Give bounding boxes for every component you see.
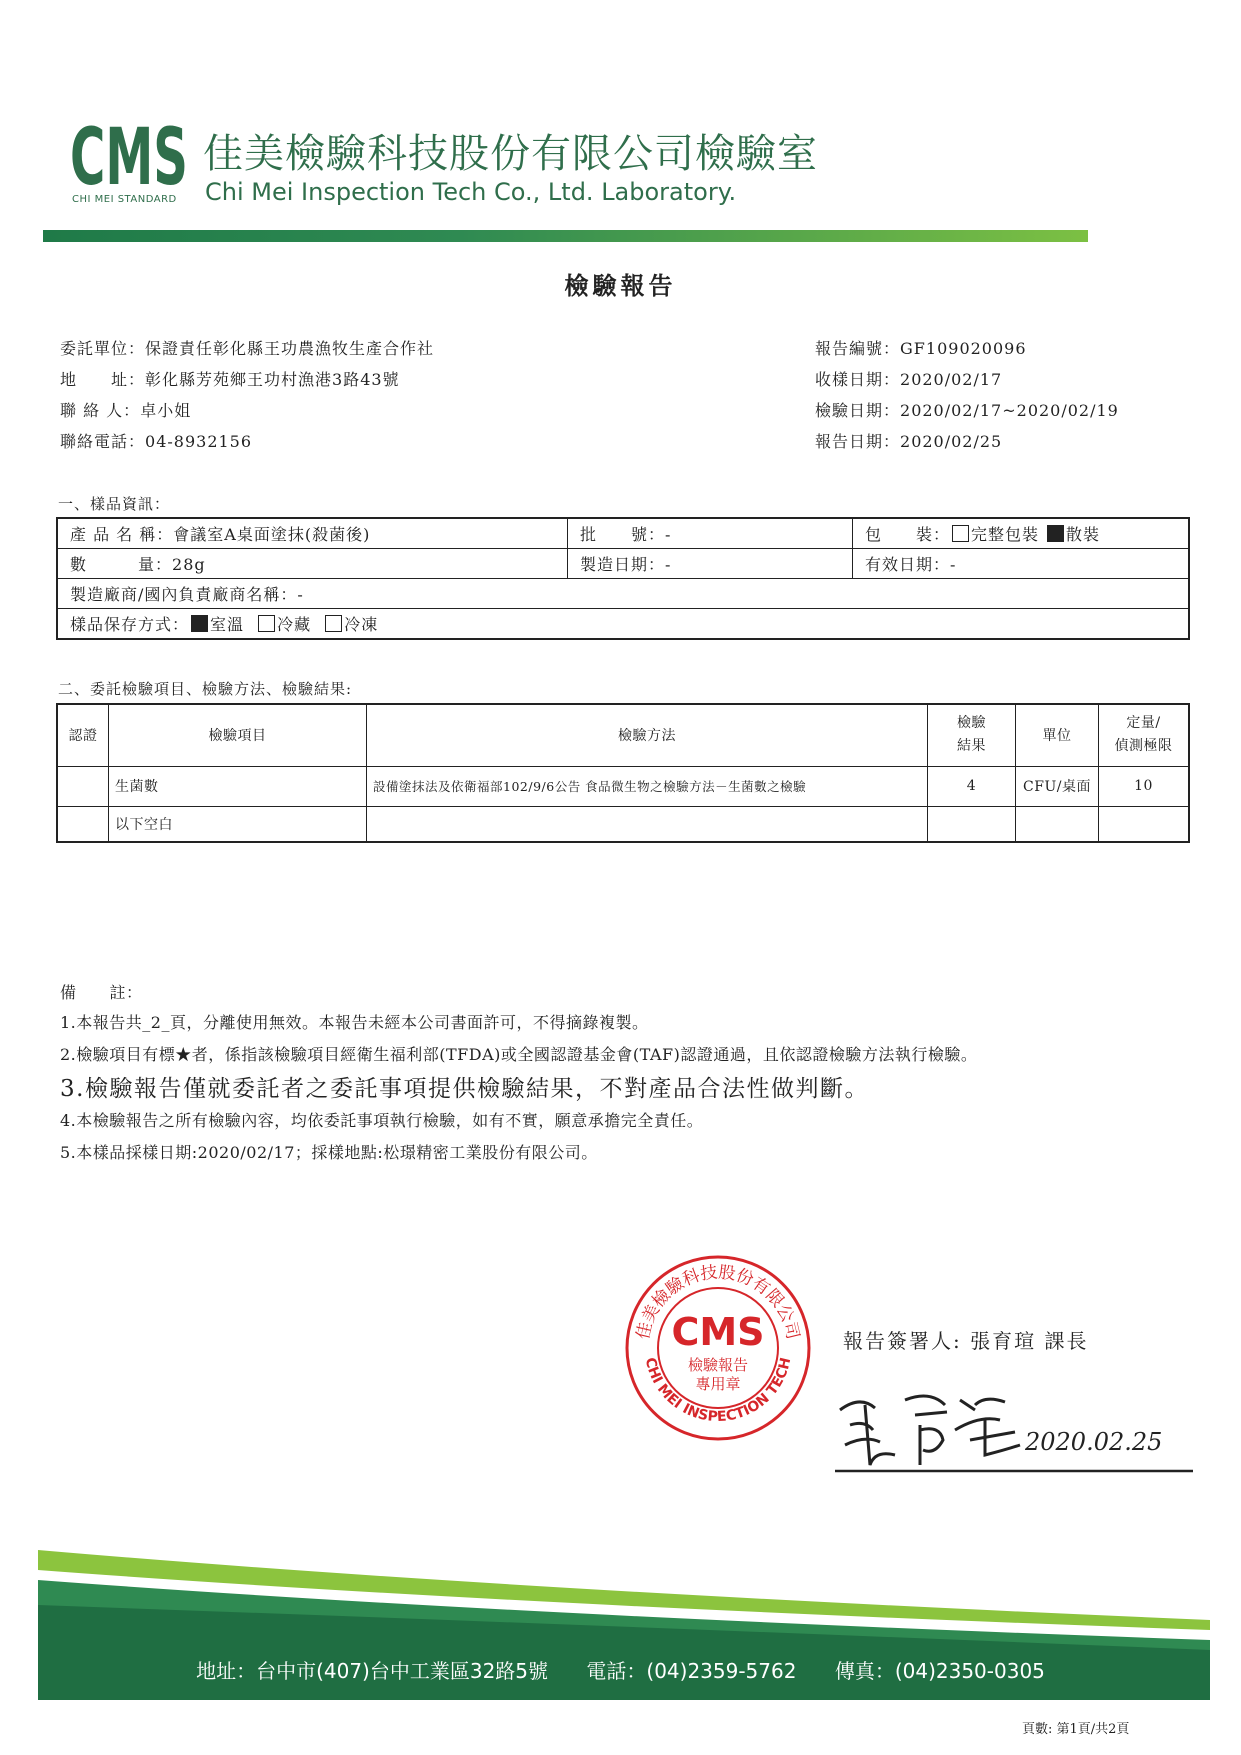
- package-cell: 包 裝： 完整包裝 散裝: [853, 518, 1190, 549]
- row2-result: [928, 806, 1016, 842]
- client-phone: 聯絡電話：04-8932156: [60, 432, 253, 451]
- storage-fridge-checkbox: [258, 615, 275, 632]
- page-title: 檢驗報告: [564, 271, 677, 300]
- row1-method: 設備塗抹法及依衛福部102/9/6公告 食品微生物之檢驗方法－生菌數之檢驗: [367, 766, 928, 806]
- report-date: 報告日期：2020/02/25: [815, 432, 1003, 451]
- logo-text: CMS: [70, 118, 188, 190]
- results-table: [56, 703, 1190, 843]
- row2-method: [367, 806, 928, 842]
- logo-subtitle: CHI MEI STANDARD: [72, 194, 177, 205]
- table-row: [57, 806, 1189, 842]
- row1-item: 生菌數: [109, 766, 367, 806]
- row1-result: 4: [928, 766, 1016, 806]
- product-name-cell: 產 品 名 稱：會議室A桌面塗抹(殺菌後): [57, 518, 568, 549]
- receive-date: 收樣日期：2020/02/17: [815, 370, 1003, 389]
- note-3: 3.檢驗報告僅就委託者之委託事項提供檢驗結果，不對產品合法性做判斷。: [60, 1076, 869, 1102]
- footer-address: 地址：台中市(407)台中工業區32路5號: [196, 1659, 549, 1683]
- note-2: 2.檢驗項目有標★者，係指該檢驗項目經衛生福利部(TFDA)或全國認證基金會(TAF)認證通過，且依認證檢驗方法執行檢驗。: [60, 1045, 978, 1064]
- svg-text:2020.02.25: 2020.02.25: [1025, 1428, 1163, 1456]
- package-bulk-checkbox: [1047, 525, 1064, 542]
- header-item: 檢驗項目: [109, 704, 367, 766]
- package-complete-checkbox: [952, 525, 969, 542]
- handwritten-signature: [835, 1370, 1195, 1480]
- exp-date-cell: 有效日期：-: [853, 549, 1190, 579]
- client-unit: 委託單位：保證責任彰化縣王功農漁牧生產合作社: [60, 339, 435, 358]
- company-name-zh: 佳美檢驗科技股份有限公司檢驗室: [203, 131, 818, 177]
- header-divider: [43, 230, 1088, 242]
- footer-phone: 電話：(04)2359-5762: [586, 1659, 797, 1683]
- header-method: 檢驗方法: [367, 704, 928, 766]
- quantity-cell: 數 量：28g: [57, 549, 568, 579]
- company-seal: [623, 1253, 813, 1443]
- note-4: 4.本檢驗報告之所有檢驗內容，均依委託事項執行檢驗，如有不實，願意承擔完全責任。: [60, 1111, 704, 1130]
- svg-text:佳美檢驗科技股份有限公司: 佳美檢驗科技股份有限公司: [633, 1262, 803, 1342]
- maker-cell: 製造廠商/國內負責廠商名稱：-: [57, 579, 1189, 609]
- company-name-en: Chi Mei Inspection Tech Co., Ltd. Laboratory.: [205, 178, 737, 206]
- company-logo: [70, 118, 188, 190]
- svg-text:CMS: CMS: [671, 1310, 765, 1354]
- row2-unit: [1016, 806, 1099, 842]
- report-number: 報告編號：GF109020096: [815, 339, 1027, 358]
- svg-text:檢驗報告: 檢驗報告: [687, 1356, 749, 1374]
- header-cert: 認證: [57, 704, 109, 766]
- storage-room-checkbox: [191, 615, 208, 632]
- row1-cert: [57, 766, 109, 806]
- row2-cert: [57, 806, 109, 842]
- sample-info-table: [56, 517, 1190, 640]
- test-date: 檢驗日期：2020/02/17~2020/02/19: [815, 401, 1119, 420]
- notes-heading: 備 註：: [60, 983, 143, 1002]
- row1-limit: 10: [1099, 766, 1190, 806]
- page-number: 頁數: 第1頁/共2頁: [1022, 1722, 1130, 1737]
- row2-item: 以下空白: [109, 806, 367, 842]
- header-unit: 單位: [1016, 704, 1099, 766]
- footer-fax: 傳真：(04)2350-0305: [834, 1659, 1045, 1683]
- note-1: 1.本報告共_2_頁，分離使用無效。本報告未經本公司書面許可，不得摘錄複製。: [60, 1013, 649, 1032]
- storage-cell: 樣品保存方式： 室溫 冷藏 冷凍: [57, 609, 1189, 640]
- row1-unit: CFU/桌面: [1016, 766, 1099, 806]
- row2-limit: [1099, 806, 1190, 842]
- batch-cell: 批 號：-: [568, 518, 853, 549]
- client-address: 地 址：彰化縣芳苑鄉王功村漁港3路43號: [60, 370, 400, 389]
- results-section-heading: 二、委託檢驗項目、檢驗方法、檢驗結果:: [58, 680, 353, 698]
- note-5: 5.本樣品採樣日期:2020/02/17；採樣地點:松璟精密工業股份有限公司。: [60, 1143, 598, 1162]
- header-result: 檢驗 結果: [928, 704, 1016, 766]
- header-limit: 定量/ 偵測極限: [1099, 704, 1190, 766]
- table-row: [57, 766, 1189, 806]
- client-contact: 聯 絡 人：卓小姐: [60, 401, 192, 420]
- sample-section-heading: 一、樣品資訊：: [58, 495, 171, 513]
- svg-text:專用章: 專用章: [695, 1375, 741, 1393]
- report-signer: 報告簽署人: 張育瑄 課長: [843, 1329, 1089, 1353]
- footer-contact: [0, 1655, 1241, 1684]
- storage-freeze-checkbox: [325, 615, 342, 632]
- mfg-date-cell: 製造日期：-: [568, 549, 853, 579]
- svg-text:CHI MEI INSPECTION TECH: CHI MEI INSPECTION TECH: [641, 1356, 795, 1426]
